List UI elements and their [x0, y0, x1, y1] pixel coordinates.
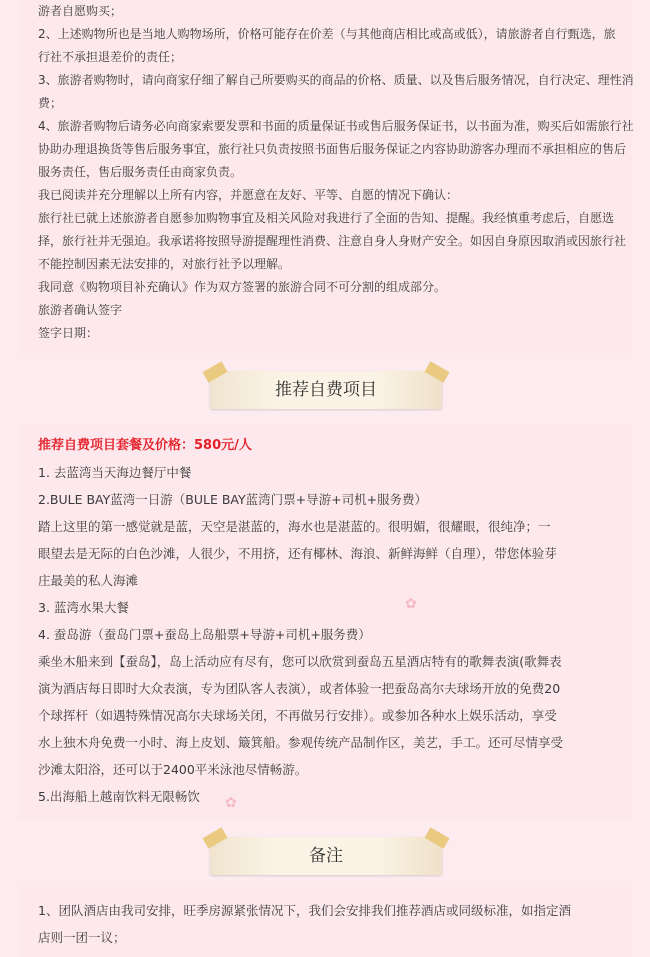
agreement-line: 协助办理退换货等售后服务事宜，旅行社只负责按照书面售后服务保证之内容协助游客办理而不承担相应的售后: [38, 142, 627, 156]
agreement-line: 不能控制因素无法安排的，对旅行社予以理解。: [38, 257, 291, 271]
flower-icon: ✿: [225, 795, 237, 811]
tape-decoration: [424, 361, 449, 382]
tape-decoration: [424, 827, 449, 848]
tour-description: 乘坐木船来到【蚕岛】，岛上活动应有尽有，您可以欣赏到蚕岛五星酒店特有的歌舞表演(歌舞表: [38, 654, 562, 669]
agreement-line: 行社不承担退差价的责任；: [38, 50, 183, 64]
agreement-line: 择，旅行社并无强迫。我承诺将按照导游提醒理性消费、注意自身人身财产安全。如因自身原因取消或因旅行社: [38, 234, 627, 248]
notes-panel: [18, 887, 632, 957]
flower-icon: ✿: [405, 596, 417, 612]
agreement-line: 我已阅读并充分理解以上所有内容，并愿意在友好、平等、自愿的情况下确认：: [38, 188, 459, 202]
tour-item: 4. 蚕岛游（蚕岛门票+蚕岛上岛船票+导游+司机+服务费）: [38, 627, 371, 642]
section-banner-notes: [210, 837, 442, 875]
package-price-headline: 推荐自费项目套餐及价格：580元/人: [38, 438, 252, 453]
signature-label: 旅游者确认签字: [38, 303, 123, 317]
signature-date-label: 签字日期：: [38, 326, 99, 340]
note-line: 1、团队酒店由我司安排，旺季房源紧张情况下，我们会安排我们推荐酒店或同级标准，如指定酒: [38, 903, 571, 918]
tour-description: 踏上这里的第一感觉就是蓝，天空是湛蓝的，海水也是湛蓝的。很明媚，很耀眼，很纯净；一: [38, 519, 551, 534]
agreement-line: 服务责任，售后服务责任由商家负责。: [38, 165, 243, 179]
tour-description: 沙滩太阳浴，还可以于2400平米泳池尽情畅游。: [38, 762, 308, 777]
tour-description: 庄最美的私人海滩: [38, 573, 139, 588]
banner-title: 备注: [309, 846, 343, 866]
tour-description: 水上独木舟免费一小时、海上皮划、簸箕船。参观传统产品制作区，美艺，手工。还可尽情享受: [38, 735, 564, 750]
tour-item: 2.BULE BAY蓝湾一日游（BULE BAY蓝湾门票+导游+司机+服务费）: [38, 492, 428, 507]
banner-title: 推荐自费项目: [275, 380, 377, 400]
tape-decoration: [202, 827, 227, 848]
agreement-line: 3、旅游者购物时，请向商家仔细了解自己所要购买的商品的价格、质量、以及售后服务情况，自行决定、理性消: [38, 73, 634, 87]
agreement-line: 2、上述购物所也是当地人购物场所，价格可能存在价差（与其他商店相比或高或低），请旅游者自行甄选，旅: [38, 27, 616, 41]
shopping-agreement-panel: [18, 0, 632, 353]
agreement-line: 旅行社已就上述旅游者自愿参加购物事宜及相关风险对我进行了全面的告知、提醒。我经慎重考虑后，自愿选: [38, 211, 615, 225]
section-banner-optional-tours: [210, 371, 442, 409]
tour-description: 演为酒店每日即时大众表演，专为团队客人表演），或者体验一把蚕岛高尔夫球场开放的免费20: [38, 681, 561, 696]
agreement-line: 4、旅游者购物后请务必向商家索要发票和书面的质量保证书或售后服务保证书，以书面为准，购买后如需旅行社: [38, 119, 634, 133]
tour-item: 3. 蓝湾水果大餐: [38, 600, 129, 615]
tour-description: 眼望去是无际的白色沙滩，人很少，不用挤，还有椰林、海浪、新鲜海鲜（自理），带您体验芽: [38, 546, 557, 561]
tour-item: 1. 去蓝湾当天海边餐厅中餐: [38, 465, 192, 480]
tour-description: 个球挥杆（如遇特殊情况高尔夫球场关闭，不再做另行安排）。或参加各种水上娱乐活动，享受: [38, 708, 557, 723]
agreement-line: 费；: [38, 96, 63, 110]
agreement-line: 游者自愿购买；: [38, 4, 123, 18]
tour-item: 5.出海船上越南饮料无限畅饮: [38, 789, 200, 804]
tape-decoration: [202, 361, 227, 382]
note-line: 店则一团一议；: [38, 930, 126, 945]
agreement-line: 我同意《购物项目补充确认》作为双方签署的旅游合同不可分割的组成部分。: [38, 280, 447, 294]
optional-tours-panel: [18, 424, 632, 819]
